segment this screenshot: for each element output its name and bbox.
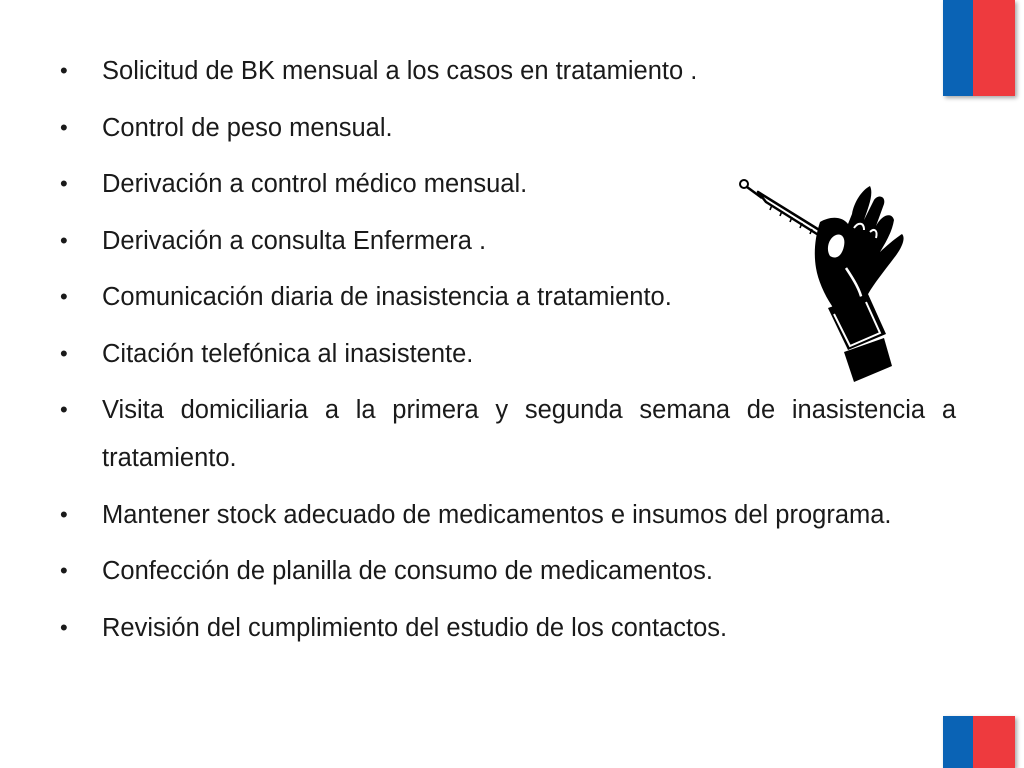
bullet-icon: •	[60, 171, 68, 196]
list-item-text: Control de peso mensual.	[102, 113, 393, 142]
list-item-text: Confección de planilla de consumo de medicamentos.	[102, 557, 713, 585]
flag-red-stripe	[973, 716, 1015, 768]
hand-holding-syringe-icon	[736, 176, 936, 386]
bullet-icon: •	[60, 284, 68, 309]
bullet-icon: •	[60, 614, 68, 640]
list-item-text: Citación telefónica al inasistente.	[102, 339, 474, 368]
list-item	[60, 104, 956, 152]
bullet-icon: •	[60, 558, 68, 583]
list-item-text: Revisión del cumplimiento del estudio de los contactos.	[102, 613, 728, 642]
bullet-icon: •	[60, 114, 68, 140]
list-item	[60, 547, 956, 595]
bullet-icon: •	[60, 397, 68, 422]
list-item-text: Derivación a control médico mensual.	[102, 170, 528, 198]
list-item	[60, 386, 956, 482]
bullet-icon: •	[60, 227, 68, 253]
list-item	[60, 47, 956, 95]
list-item-text: Mantener stock adecuado de medicamentos e insumos del programa.	[102, 500, 892, 529]
list-item-text: Solicitud de BK mensual a los casos en tratamiento .	[102, 57, 698, 85]
list-item-text: Derivación a consulta Enfermera .	[102, 226, 487, 255]
flag-red-stripe	[973, 0, 1015, 96]
list-item	[60, 604, 956, 652]
flag-accent-bottom	[943, 716, 1015, 768]
bullet-icon: •	[60, 501, 68, 527]
bullet-icon: •	[60, 340, 68, 366]
list-item	[60, 491, 956, 539]
flag-blue-stripe	[943, 716, 973, 768]
bullet-icon: •	[60, 58, 68, 83]
hand-icon	[815, 186, 904, 382]
list-item-text: Comunicación diaria de inasistencia a tratamiento.	[102, 283, 672, 311]
list-item-text: Visita domiciliaria a la primera y segunda semana de inasistencia a tratamiento.	[102, 396, 956, 472]
